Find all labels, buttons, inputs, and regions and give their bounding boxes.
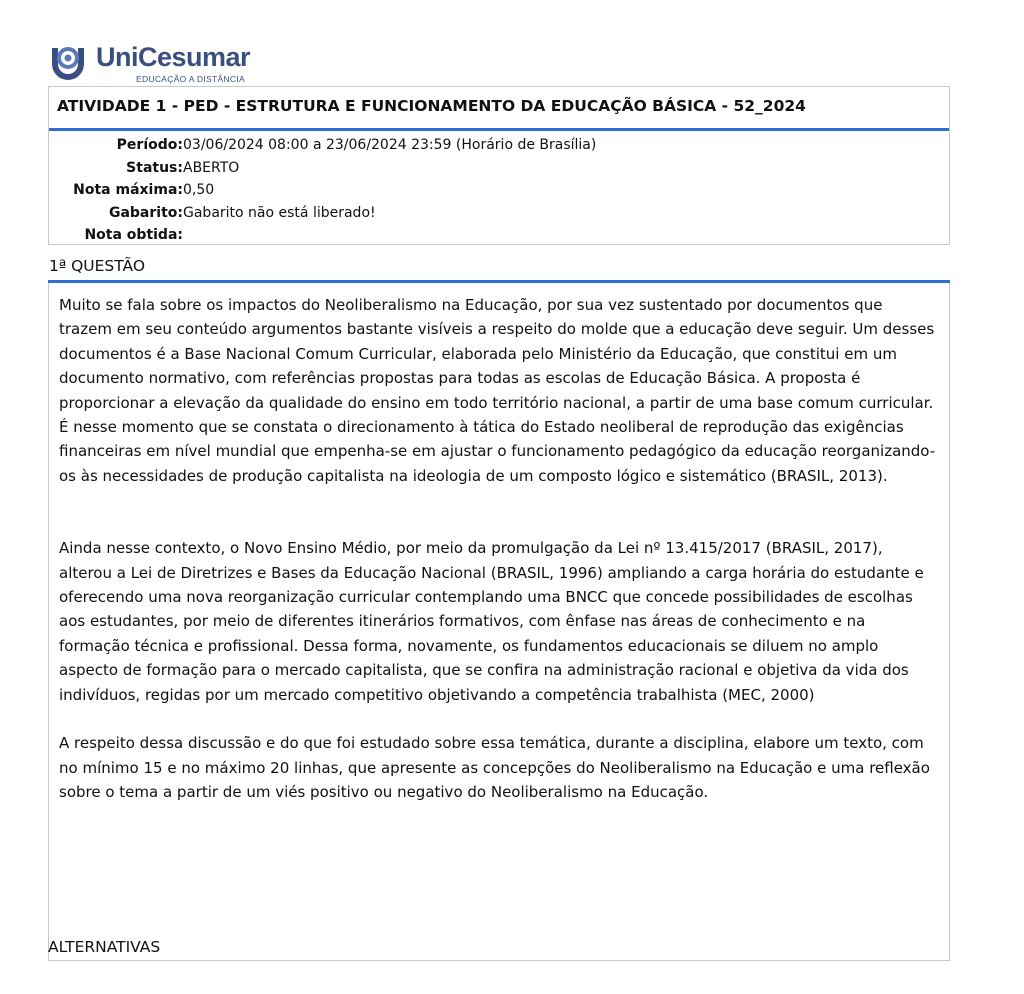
brand-name: UniCesumar <box>96 42 251 72</box>
brand-tagline: EDUCAÇÃO A DISTÂNCIA <box>136 74 245 84</box>
status-label: Status: <box>126 159 183 176</box>
question-panel <box>48 283 950 961</box>
status-value: ABERTO <box>183 159 240 176</box>
unicesumar-logo <box>48 38 268 88</box>
question-paragraph-1: Muito se fala sobre os impactos do Neoliberalismo na Educação, por sua vez sustentado por documentos que trazem em seu conteúdo argumentos bastante visíveis a respeito do molde que a educação deve seguir. Um desses documentos é a Base Nacional Comum Curricular, elaborada pelo Ministério da Educação, que constitui em um documento normativo, com referências propostas para todas as escolas de Educação Básica. A proposta é proporcionar a elevação da qualidade do ensino em todo território nacional, a partir de uma base comum curricular. É nesse momento que se constata o direcionamento à tática do Estado neoliberal de reprodução das exigências financeiras em nível mundial que empenha-se em ajustar o funcionamento pedagógico da educação reorganizando-os às necessidades de produção capitalista na ideologia de um composto lógico e sistemático (BRASIL, 2013). <box>59 296 936 485</box>
period-label: Período: <box>116 137 183 153</box>
answer-key-label: Gabarito: <box>108 204 183 221</box>
unicesumar-logo-icon <box>48 42 90 80</box>
question-paragraph-3: A respeito dessa discussão e do que foi estudado sobre essa temática, durante a disciplina, elabore um texto, com no mínimo 15 e no máximo 20 linhas, que apresente as concepções do Neoliberalismo na Educação e uma reflexão sobre o tema a partir de um viés positivo ou negativo do Neoliberalismo na Educação. <box>59 734 930 801</box>
answer-key-value: Gabarito não está liberado! <box>183 204 376 221</box>
max-grade-value: 0,50 <box>183 182 215 198</box>
max-grade-label: Nota máxima: <box>73 182 183 198</box>
alternatives-title: ALTERNATIVAS <box>48 938 161 956</box>
grade-obtained-label: Nota obtida: <box>84 227 183 243</box>
activity-title: ATIVIDADE 1 - PED - ESTRUTURA E FUNCIONAMENTO DA EDUCAÇÃO BÁSICA - 52_2024 <box>49 87 949 131</box>
question-title: 1ª QUESTÃO <box>48 257 950 283</box>
period-value: 03/06/2024 08:00 a 23/06/2024 23:59 (Horário de Brasília) <box>183 137 597 153</box>
question-paragraph-2: Ainda nesse contexto, o Novo Ensino Médio, por meio da promulgação da Lei nº 13.415/2017 (BRASIL, 2017), alterou a Lei de Diretrizes e Bases da Educação Nacional (BRASIL, 1996) ampliando a carga horária do estudante e oferecendo uma nova reorganização curricular contemplando uma BNCC que concede possibilidades de escolhas aos estudantes, por meio de diferentes itinerários formativos, com ênfase nas áreas de conhecimento e na formação técnica e profissional. Dessa forma, novamente, os fundamentos educacionais se diluem no amplo aspecto de formação para o mercado capitalista, que se confira na administração racional e objetiva da vida dos indivíduos, regidas por um mercado competitivo objetivando a competência trabalhista (MEC, 2000) <box>59 539 924 704</box>
activity-header-panel <box>48 86 950 245</box>
question-body <box>59 293 939 804</box>
